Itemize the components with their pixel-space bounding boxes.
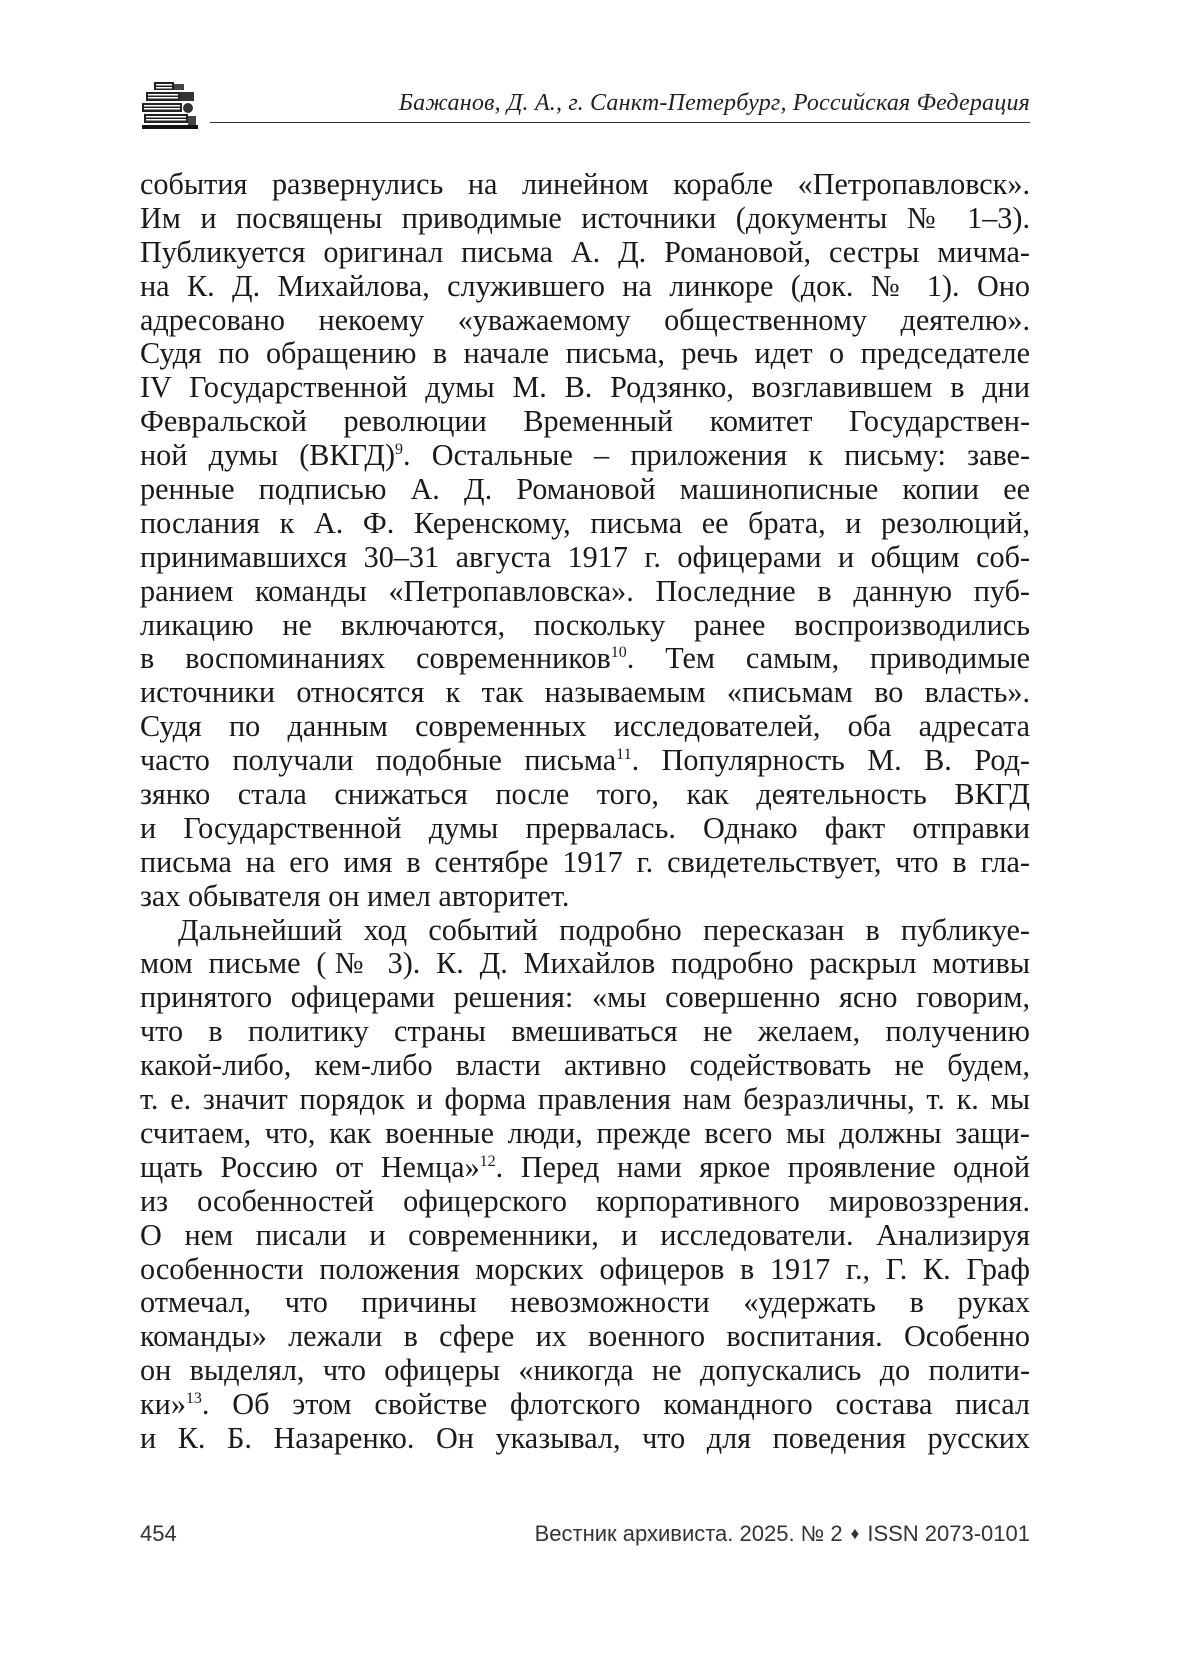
text-line-continuation: . Остальные – приложения к письму: заве- bbox=[403, 438, 1030, 473]
text-line bbox=[140, 236, 1030, 270]
text-line bbox=[140, 914, 1030, 948]
text-line bbox=[140, 405, 1030, 439]
text-line-content: адресовано некоему «уважаемому общественному деятелю». bbox=[140, 302, 1030, 337]
text-line bbox=[140, 1219, 1030, 1253]
text-line bbox=[140, 168, 1030, 202]
text-line-content: ликацию не включаются, поскольку ранее воспроизводились bbox=[140, 607, 1030, 642]
text-line-content: принимавшихся 30–31 августа 1917 г. офицерами и общим соб- bbox=[140, 539, 1030, 574]
text-line bbox=[140, 846, 1030, 880]
text-line bbox=[140, 1388, 1030, 1422]
text-line bbox=[140, 1354, 1030, 1388]
text-line bbox=[140, 1185, 1030, 1219]
text-line bbox=[140, 710, 1030, 744]
text-line-content: из особенностей офицерского корпоративного мировоззрения. bbox=[140, 1183, 1030, 1218]
text-line-content: зах обывателя он имел авторитет. bbox=[140, 878, 570, 913]
footnote-ref: 11 bbox=[616, 746, 632, 764]
text-line bbox=[140, 778, 1030, 812]
text-line bbox=[140, 1049, 1030, 1083]
text-line bbox=[140, 744, 1030, 778]
text-line-content: щать Россию от Немца» bbox=[140, 1149, 480, 1184]
text-line-content: считаем, что, как военные люди, прежде всего мы должны защи- bbox=[140, 1115, 1030, 1150]
text-line-content: т. е. значит порядок и форма правления нам безразличны, т. к. мы bbox=[140, 1082, 1030, 1117]
text-line-content: команды» лежали в сфере их военного воспитания. Особенно bbox=[140, 1319, 1030, 1354]
text-line-content: ранием команды «Петропавловска». Последние в данную пуб- bbox=[140, 573, 1030, 608]
text-line-content: Судя по данным современных исследователей, оба адресата bbox=[140, 709, 1030, 744]
text-line-continuation: . Об этом свойстве флотского командного состава писал bbox=[201, 1387, 1030, 1422]
text-line-content: Судя по обращению в начале письма, речь идет о председателе bbox=[140, 336, 1030, 371]
text-line bbox=[140, 1083, 1030, 1117]
footnote-ref: 13 bbox=[185, 1390, 202, 1408]
text-line-content: особенности положения морских офицеров в 1917 г., Г. К. Граф bbox=[140, 1251, 1030, 1286]
text-line-content: Февральской революции Временный комитет Государствен- bbox=[140, 404, 1030, 439]
text-line-content: ки» bbox=[140, 1387, 186, 1422]
text-line bbox=[140, 304, 1030, 338]
header-rule bbox=[210, 122, 1030, 123]
text-line bbox=[140, 642, 1030, 676]
text-line bbox=[140, 371, 1030, 405]
text-line bbox=[140, 880, 1030, 914]
footnote-ref: 9 bbox=[395, 441, 404, 459]
text-line bbox=[140, 575, 1030, 609]
footnote-ref: 10 bbox=[610, 644, 627, 662]
text-line-content: мом письме (№ 3). К. Д. Михайлов подробно раскрыл мотивы bbox=[140, 946, 1030, 981]
text-line bbox=[140, 270, 1030, 304]
text-line-continuation: . Перед нами яркое проявление одной bbox=[495, 1149, 1031, 1184]
text-line-content: в воспоминаниях современников bbox=[140, 641, 611, 676]
text-line bbox=[140, 1320, 1030, 1354]
text-line-content: источники относятся к так называемым «письмам во власть». bbox=[140, 675, 1030, 710]
text-line-content: события развернулись на линейном корабле «Петропавловск». bbox=[140, 167, 1030, 201]
journal-info bbox=[535, 1521, 1030, 1547]
text-line-content: и К. Б. Назаренко. Он указывал, что для поведения русских bbox=[140, 1420, 1030, 1455]
article-body bbox=[140, 168, 1030, 1456]
text-line bbox=[140, 981, 1030, 1015]
text-line bbox=[140, 1253, 1030, 1287]
text-line-content: О нем писали и современники, и исследователи. Анализируя bbox=[140, 1217, 1030, 1252]
text-line-content: ренные подписью А. Д. Романовой машинописные копии ее bbox=[140, 472, 1030, 507]
text-line bbox=[140, 609, 1030, 643]
text-line bbox=[140, 1286, 1030, 1320]
text-line-content: и Государственной думы прервалась. Однако факт отправки bbox=[140, 810, 1030, 845]
text-line bbox=[140, 202, 1030, 236]
running-header bbox=[140, 70, 1030, 124]
text-line bbox=[140, 439, 1030, 473]
text-line bbox=[140, 1117, 1030, 1151]
text-line-content: ной думы (ВКГД) bbox=[140, 438, 396, 473]
text-line-content: какой-либо, кем-либо власти активно содействовать не будем, bbox=[140, 1048, 1030, 1083]
diamond-separator-icon: ♦ bbox=[850, 1524, 860, 1543]
text-line bbox=[140, 1422, 1030, 1456]
text-line-content: Им и посвящены приводимые источники (документы № 1–3). bbox=[140, 200, 1030, 235]
text-line bbox=[140, 1015, 1030, 1049]
text-line-content: зянко стала снижаться после того, как деятельность ВКГД bbox=[140, 777, 1030, 812]
text-line-content: отмечал, что причины невозможности «удержать в руках bbox=[140, 1285, 1030, 1320]
page-footer bbox=[140, 1521, 1030, 1551]
footnote-ref: 12 bbox=[479, 1152, 496, 1170]
text-line-content: на К. Д. Михайлова, служившего на линкоре (док. № 1). Оно bbox=[140, 268, 1030, 303]
journal-title: Вестник архивиста. 2025. № 2 bbox=[534, 1521, 843, 1546]
text-line bbox=[140, 473, 1030, 507]
text-line bbox=[140, 1151, 1030, 1185]
text-line bbox=[140, 541, 1030, 575]
text-line bbox=[140, 812, 1030, 846]
text-line-content: Публикуется оригинал письма А. Д. Романовой, сестры мичма- bbox=[140, 234, 1030, 269]
text-line-content: IV Государственной думы М. В. Родзянко, возглавившем в дни bbox=[140, 370, 1030, 405]
text-line bbox=[140, 337, 1030, 371]
page-number: 454 bbox=[140, 1521, 177, 1546]
text-line-continuation: . Тем самым, приводимые bbox=[626, 641, 1030, 676]
text-line bbox=[140, 507, 1030, 541]
text-line-content: принятого офицерами решения: «мы совершенно ясно говорим, bbox=[140, 980, 1030, 1015]
running-title: Бажанов, Д. А., г. Санкт-Петербург, Российская Федерация bbox=[398, 90, 1030, 116]
text-line-content: он выделял, что офицеры «никогда не допускались до полити- bbox=[140, 1353, 1030, 1388]
text-line bbox=[140, 676, 1030, 710]
text-line-continuation: . Популярность М. В. Род- bbox=[631, 743, 1030, 778]
text-line-content: часто получали подобные письма bbox=[140, 743, 617, 778]
text-line bbox=[140, 947, 1030, 981]
text-line-content: Дальнейший ход событий подробно пересказан в публикуе- bbox=[178, 912, 1030, 947]
text-line-content: послания к А. Ф. Керенскому, письма ее брата, и резолюций, bbox=[140, 505, 1030, 540]
text-line-content: письма на его имя в сентябре 1917 г. свидетельствует, что в гла- bbox=[140, 844, 1030, 879]
issn: ISSN 2073-0101 bbox=[867, 1521, 1030, 1546]
journal-logo-icon bbox=[140, 80, 200, 132]
text-line-content: что в политику страны вмешиваться не желаем, получению bbox=[140, 1014, 1030, 1049]
